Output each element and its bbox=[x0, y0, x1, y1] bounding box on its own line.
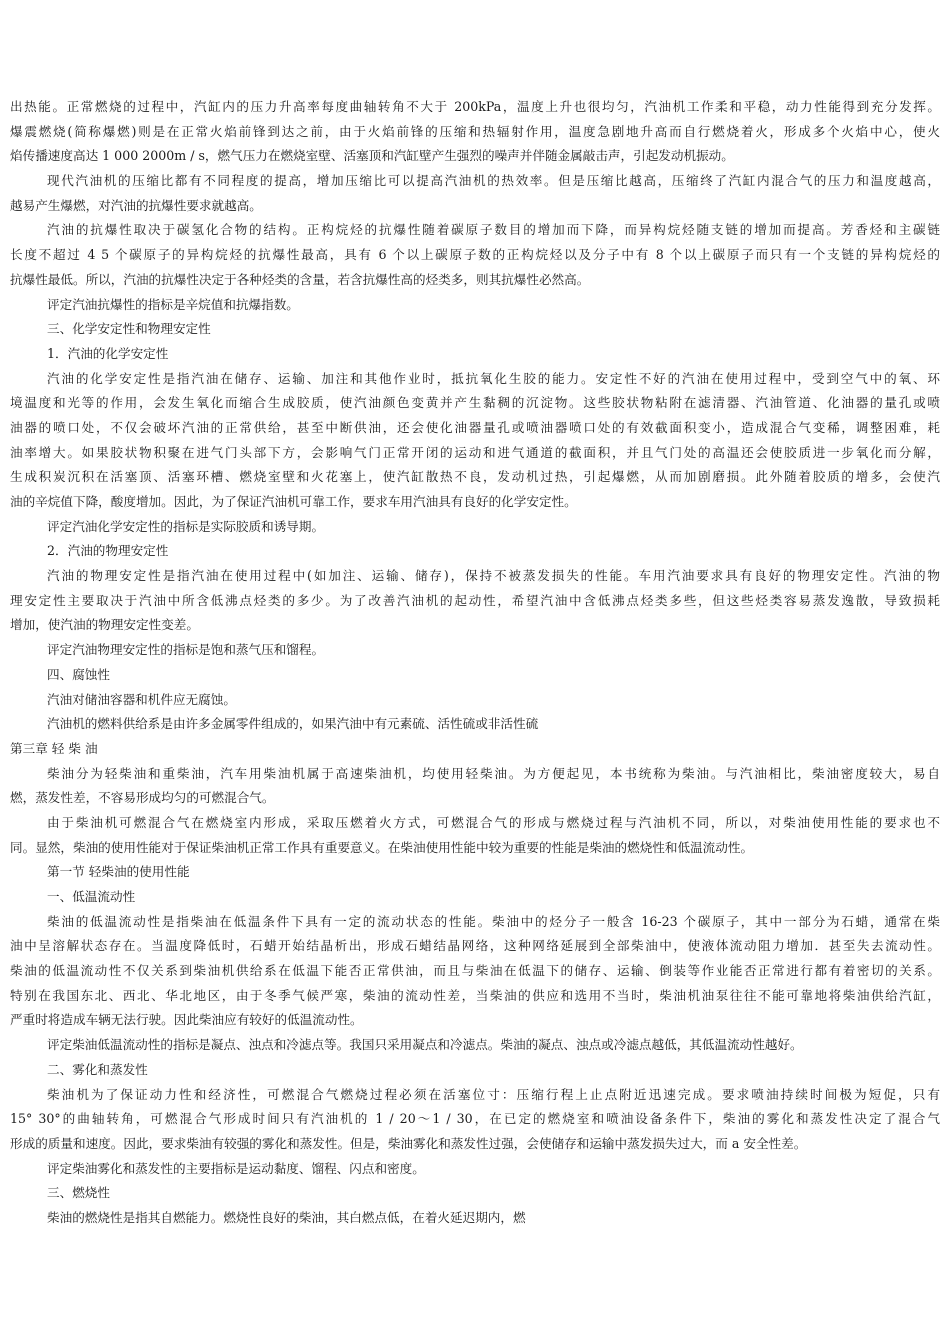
text-line: 柴油的低温流动性不仅关系到柴油机供给系在低温下能否正常供油，而且与柴油在低温下的储存、运输、倒装等作业能否正常进行都有着密切的关系。 bbox=[10, 963, 940, 979]
text-line: 评定汽油抗爆性的指标是辛烷值和抗爆指数。 bbox=[47, 296, 299, 312]
text-line: 二、雾化和蒸发性 bbox=[47, 1061, 148, 1077]
text-line: 2．汽油的物理安定性 bbox=[47, 543, 169, 559]
text-line: 四、腐蚀性 bbox=[47, 666, 110, 682]
text-line: 汽油的化学安定性是指汽油在储存、运输、加注和其他作业时，抵抗氧化生胶的能力。安定性不好的汽油在使用过程中，受到空气中的氧、环 bbox=[47, 370, 940, 386]
text-line: 评定汽油化学安定性的指标是实际胶质和诱导期。 bbox=[47, 518, 325, 534]
text-line: 越易产生爆燃，对汽油的抗爆性要求就越高。 bbox=[10, 197, 262, 213]
text-line: 一、低温流动性 bbox=[47, 889, 136, 904]
text-line: 油器的喷口处，不仅会破坏汽油的正常供给，甚至中断供油，还会使化油器量孔或喷油器喷口处的有效截面积变小，造成混合气变稀，调整困难，耗 bbox=[10, 419, 940, 435]
text-line: 油率增大。如果胶状物积聚在进气门头部下方，会影响气门正常开闭的运动和进气通道的截面积，并且气门处的高温还会使胶质进一步氧化而分解， bbox=[10, 444, 940, 460]
text-line: 汽油对储油容器和机件应无腐蚀。 bbox=[47, 691, 236, 707]
text-line: 评定柴油低温流动性的指标是凝点、浊点和冷滤点等。我国只采用凝点和冷滤点。柴油的凝点、浊点或冷滤点越低，其低温流动性越好。 bbox=[47, 1037, 803, 1053]
text-line: 15° 30°的曲轴转角，可燃混合气形成时间只有汽油机的 1 / 20～1 / 30，在已定的燃烧室和喷油设备条件下，柴油的雾化和蒸发性决定了混合气 bbox=[10, 1111, 940, 1127]
text-line: 柴油分为轻柴油和重柴油，汽车用柴油机属于高速柴油机，均使用轻柴油。为方便起见，本书统称为柴油。与汽油相比，柴油密度较大，易自 bbox=[47, 765, 940, 781]
text-line: 理安定性主要取决于汽油中所含低沸点烃类的多少。为了改善汽油机的起动性，希望汽油中含低沸点烃类多些，但这些烃类容易蒸发逸散，导致损耗 bbox=[10, 592, 940, 608]
text-line: 汽油的抗爆性取决于碳氢化合物的结构。正构烷烃的抗爆性随着碳原子数目的增加而下降，而异构烷烃随支链的增加而提高。芳香烃和主碳链 bbox=[47, 222, 940, 238]
text-line: 汽油的物理安定性是指汽油在使用过程中(如加注、运输、储存)，保持不被蒸发损失的性能。车用汽油要求具有良好的物理安定性。汽油的物 bbox=[47, 568, 940, 584]
text-line: 汽油机的燃料供给系是由许多金属零件组成的，如果汽油中有元素硫、活性硫或非活性硫 bbox=[47, 716, 539, 732]
text-line: 同。显然，柴油的使用性能对于保证柴油机正常工作具有重要意义。在柴油使用性能中较为重要的性能是柴油的燃烧性和低温流动性。 bbox=[10, 839, 754, 855]
text-line: 第一节 轻柴油的使用性能 bbox=[47, 864, 190, 880]
text-line: 爆震燃烧(简称爆燃)则是在正常火焰前锋到达之前，由于火焰前锋的压缩和热辐射作用，温度急剧地升高而自行燃烧着火，形成多个火焰中心，使火 bbox=[10, 123, 940, 139]
text-line: 特别在我国东北、西北、华北地区，由于冬季气候严寒，柴油的流动性差，当柴油的供应和选用不当时，柴油机油泵往往不能可靠地将柴油供给汽缸， bbox=[10, 987, 940, 1003]
text-line: 严重时将造成车辆无法行驶。因此柴油应有较好的低温流动性。 bbox=[10, 1012, 363, 1028]
text-line: 焰传播速度高达 1 000 2000m / s，燃气压力在燃烧室壁、活塞顶和汽缸壁产生强烈的噪声并伴随金属敲击声，引起发动机振动。 bbox=[10, 148, 734, 164]
text-line: 柴油机为了保证动力性和经济性，可燃混合气燃烧过程必须在活塞位寸：压缩行程上止点附近迅速完成。要求喷油持续时间极为短促，只有 bbox=[47, 1086, 940, 1102]
text-line: 三、化学安定性和物理安定性 bbox=[47, 321, 211, 337]
text-line: 由于柴油机可燃混合气在燃烧室内形成，采取压燃着火方式，可燃混合气的形成与燃烧过程与汽油机不同，所以，对柴油使用性能的要求也不 bbox=[47, 814, 940, 830]
text-line: 柴油的低温流动性是指柴油在低温条件下具有一定的流动状态的性能。柴油中的烃分子一般含 16-23 个碳原子，其中一部分为石蜡，通常在柴 bbox=[47, 913, 940, 929]
text-line: 三、燃烧性 bbox=[47, 1185, 110, 1201]
text-line: 1．汽油的化学安定性 bbox=[47, 345, 169, 361]
text-line: 境温度和光等的作用，会发生氧化而缩合生成胶质，使汽油颜色变黄并产生黏稠的沉淀物。这些胶状物粘附在滤清器、汽油管道、化油器的量孔或喷 bbox=[10, 395, 940, 411]
text-line: 抗爆性最低。所以，汽油的抗爆性决定于各种烃类的含量，若含抗爆性高的烃类多，则其抗爆性必然高。 bbox=[10, 271, 590, 287]
text-line: 油中呈溶解状态存在。当温度降低时，石蜡开始结晶析出，形成石蜡结晶网络，这种网络延展到全部柴油中，使液体流动阻力增加．甚至失去流动性。 bbox=[10, 938, 940, 954]
text-line: 长度不超过 4 5 个碳原子的异构烷烃的抗爆性最高，具有 6 个以上碳原子数的正构烷烃以及分子中有 8 个以上碳原子而只有一个支链的异构烷烃的 bbox=[10, 247, 940, 263]
text-line: 柴油的燃烧性是指其自燃能力。燃烧性良好的柴油，其白燃点低，在着火延迟期内，燃 bbox=[47, 1209, 526, 1225]
text-line: 评定柴油雾化和蒸发性的主要指标是运动黏度、馏程、闪点和密度。 bbox=[47, 1160, 425, 1176]
text-line: 油的辛烷值下降，酸度增加。因此，为了保证汽油机可靠工作，要求车用汽油具有良好的化学安定性。 bbox=[10, 494, 577, 509]
text-line: 生成积炭沉积在活塞顶、活塞环槽、燃烧室壁和火花塞上，使汽缸散热不良，发动机过热，引起爆燃，从而加剧磨损。此外随着胶质的增多，会使汽 bbox=[10, 469, 940, 485]
text-line: 现代汽油机的压缩比都有不同程度的提高，增加压缩比可以提高汽油机的热效率。但是压缩比越高，压缩终了汽缸内混合气的压力和温度越高， bbox=[47, 173, 940, 189]
text-line: 增加，使汽油的物理安定性变差。 bbox=[10, 617, 199, 633]
text-line: 评定汽油物理安定性的指标是饱和蒸气压和馏程。 bbox=[47, 642, 325, 658]
text-line: 燃，蒸发性差，不容易形成均匀的可燃混合气。 bbox=[10, 790, 275, 806]
text-line: 出热能。正常燃烧的过程中，汽缸内的压力升高率每度曲轴转角不大于 200kPa，温度上升也很均匀，汽油机工作柔和平稳，动力性能得到充分发挥。 bbox=[10, 99, 940, 114]
text-line: 形成的质量和速度。因此，要求柴油有较强的雾化和蒸发性。但是，柴油雾化和蒸发性过强，会使储存和运输中蒸发损失过大，而 a 安全性差。 bbox=[10, 1135, 807, 1151]
text-line: 第三章 轻 柴 油 bbox=[10, 740, 98, 756]
